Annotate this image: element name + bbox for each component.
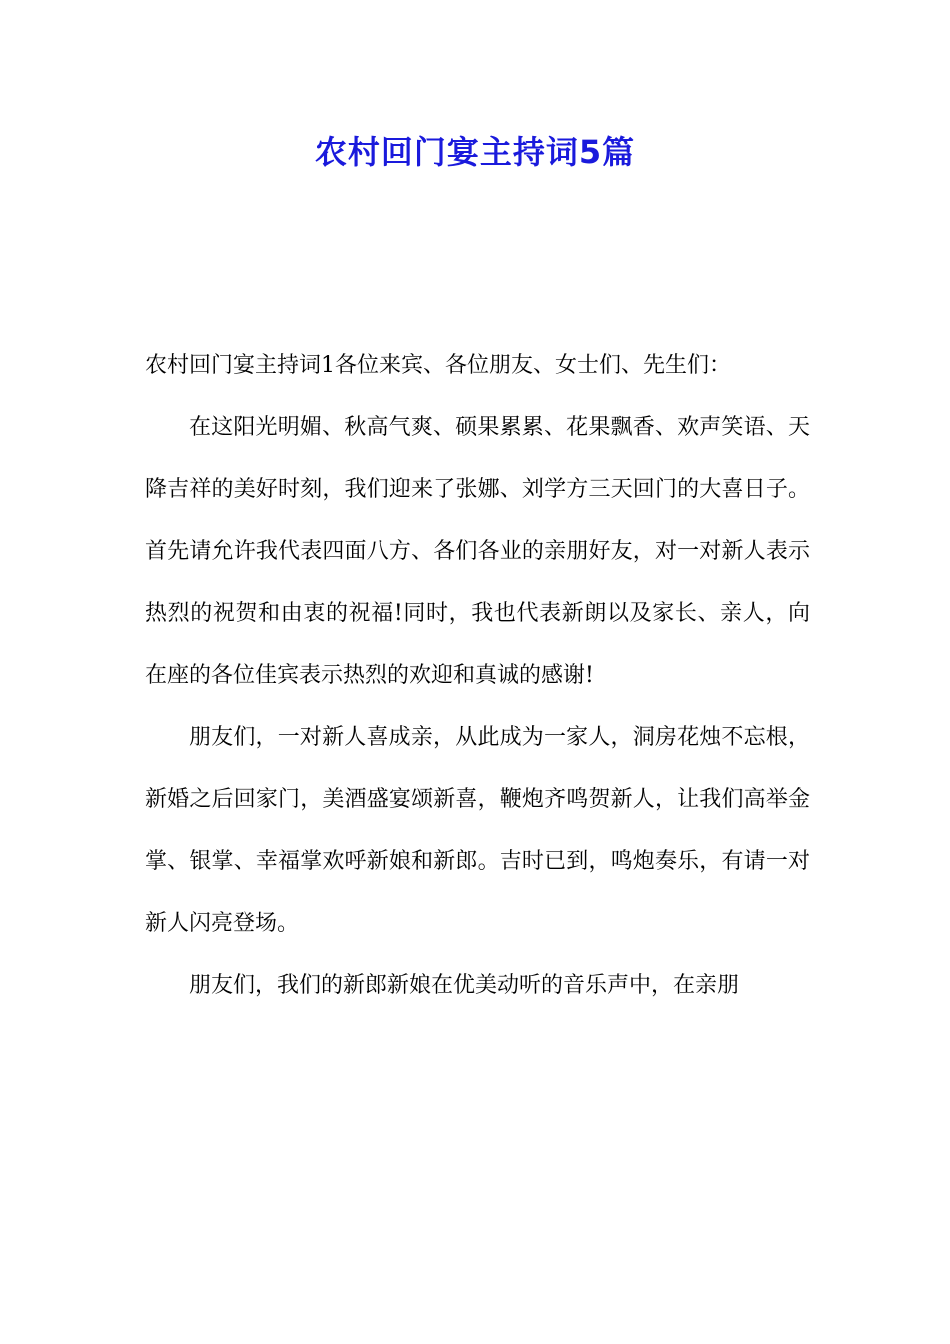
paragraph-1: 农村回门宴主持词1各位来宾、各位朋友、女士们、先生们： — [145, 353, 731, 378]
paragraph-4: 朋友们，我们的新郎新娘在优美动听的音乐声中，在亲朋 — [189, 973, 740, 998]
document-body — [145, 335, 810, 1017]
paragraph-2: 在这阳光明媚、秋高气爽、硕果累累、花果飘香、欢声笑语、天降吉祥的美好时刻，我们迎来了张娜、刘学方三天回门的大喜日子。首先请允许我代表四面八方、各们各业的亲朋好友，对一对新人表示热烈的祝贺和由衷的祝福!同时，我也代表新朗以及家长、亲人，向在座的各位佳宾表示热烈的欢迎和真诚的感谢! — [145, 415, 810, 688]
document-title: 农村回门宴主持词5篇 — [314, 133, 636, 171]
paragraph-3: 朋友们，一对新人喜成亲，从此成为一家人，洞房花烛不忘根，新婚之后回家门，美酒盛宴颂新喜，鞭炮齐鸣贺新人，让我们高举金掌、银掌、幸福掌欢呼新娘和新郎。吉时已到，鸣炮奏乐，有请一对新人闪亮登场。 — [145, 725, 810, 936]
